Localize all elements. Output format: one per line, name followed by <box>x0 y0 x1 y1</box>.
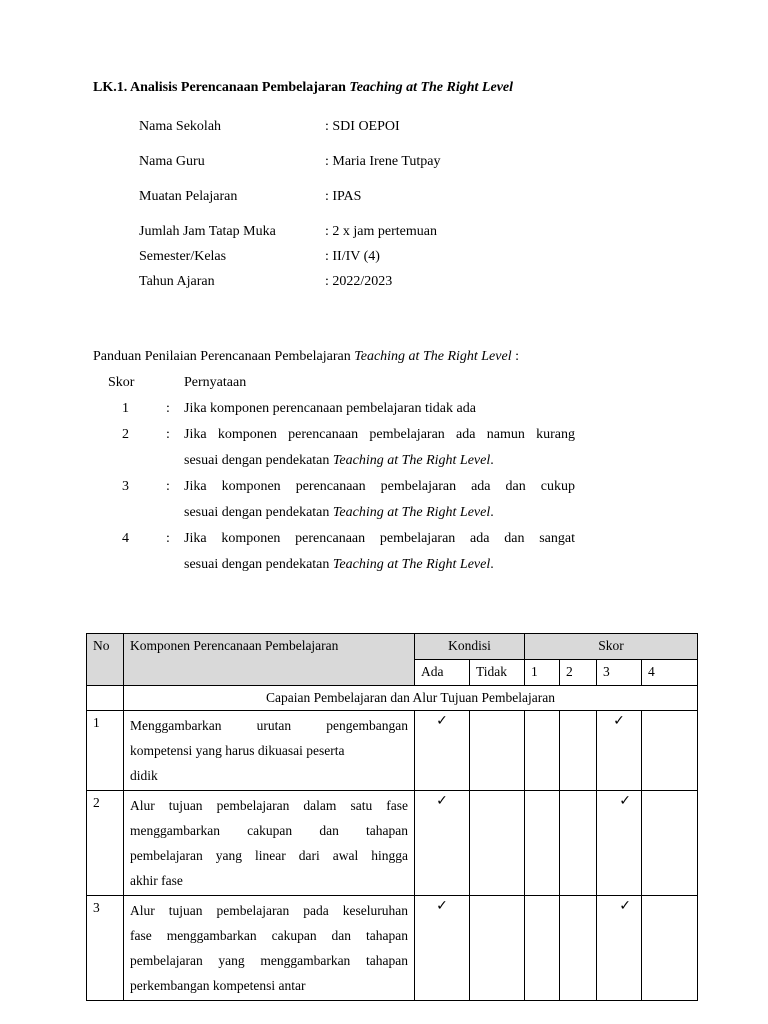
row-line: Alur tujuan pembelajaran pada keseluruhan <box>130 903 408 918</box>
info-label-hours: Jumlah Jam Tatap Muka <box>139 224 276 239</box>
guide-item-text: Jika komponen perencanaan pembelajaran ada namun kurang <box>184 427 575 442</box>
guide-item-num: 1 <box>122 401 129 416</box>
header-kondisi: Kondisi <box>415 634 525 660</box>
check-ada: ✓ <box>415 711 470 791</box>
cell-skor-2 <box>560 711 597 791</box>
guide-item-num: 2 <box>122 427 129 442</box>
info-value-subject: : IPAS <box>325 189 362 204</box>
header-skor: Skor <box>525 634 698 660</box>
row-line: akhir fase <box>130 873 183 888</box>
line2-italic: Teaching at The Right Level <box>332 453 491 468</box>
cell-skor-1 <box>525 896 560 1001</box>
row-component <box>124 896 415 1001</box>
document-title <box>93 80 513 96</box>
info-value-teacher: : Maria Irene Tutpay <box>325 154 441 169</box>
section-spacer <box>87 686 124 711</box>
row-line: menggambarkan cakupan dan tahapan <box>130 823 408 838</box>
check-ada: ✓ <box>415 791 470 896</box>
row-number: 1 <box>87 711 124 791</box>
table-row <box>87 896 698 1001</box>
cell-skor-2 <box>560 896 597 1001</box>
guide-header-pernyataan: Pernyataan <box>184 375 247 390</box>
cell-skor-1 <box>525 711 560 791</box>
header-skor-4: 4 <box>642 660 698 686</box>
row-line: Menggambarkan urutan pengembangan <box>130 718 408 733</box>
guide-heading <box>93 349 519 365</box>
guide-item-colon: : <box>166 531 170 546</box>
guide-item-text: Jika komponen perencanaan pembelajaran ada dan sangat <box>184 531 575 546</box>
row-line: pembelajaran yang linear dari awal hingga <box>130 848 408 863</box>
header-skor-2: 2 <box>560 660 597 686</box>
guide-item-text-line2 <box>184 453 494 469</box>
header-skor-1: 1 <box>525 660 560 686</box>
info-label-semester: Semester/Kelas <box>139 249 227 264</box>
guide-item-text-line2 <box>184 557 494 573</box>
info-label-school: Nama Sekolah <box>139 119 222 134</box>
guide-item-num: 4 <box>122 531 129 546</box>
header-tidak: Tidak <box>470 660 525 686</box>
line2-suffix: . <box>490 453 494 468</box>
info-label-year: Tahun Ajaran <box>139 274 215 289</box>
line2-prefix: sesuai dengan pendekatan <box>184 453 333 468</box>
guide-prefix: Panduan Penilaian Perencanaan Pembelajaran <box>93 349 355 364</box>
cell-skor-1 <box>525 791 560 896</box>
cell-skor-4 <box>642 791 698 896</box>
assessment-table <box>86 633 698 1001</box>
row-component <box>124 791 415 896</box>
section-title: Capaian Pembelajaran dan Alur Tujuan Pembelajaran <box>124 686 698 711</box>
row-line: pembelajaran yang menggambarkan tahapan <box>130 953 408 968</box>
guide-item-text-line2 <box>184 505 494 521</box>
info-value-school: : SDI OEPOI <box>325 119 400 134</box>
cell-skor-2 <box>560 791 597 896</box>
title-italic: Teaching at The Right Level <box>349 80 514 95</box>
table-row <box>87 791 698 896</box>
cell-skor-4 <box>642 896 698 1001</box>
info-value-hours: : 2 x jam pertemuan <box>325 224 437 239</box>
check-ada: ✓ <box>415 896 470 1001</box>
line2-prefix: sesuai dengan pendekatan <box>184 557 333 572</box>
guide-header-skor: Skor <box>108 375 135 390</box>
check-skor-3: ✓ <box>597 711 642 791</box>
guide-item-text: Jika komponen perencanaan pembelajaran tidak ada <box>184 401 476 416</box>
check-skor-3: ✓ <box>597 896 642 1001</box>
guide-item-num: 3 <box>122 479 129 494</box>
title-prefix: LK.1. Analisis Perencanaan Pembelajaran <box>93 80 350 95</box>
row-line: perkembangan kompetensi antar <box>130 978 306 993</box>
info-label-subject: Muatan Pelajaran <box>139 189 238 204</box>
cell-tidak <box>470 791 525 896</box>
row-line: kompetensi yang harus dikuasai peserta <box>130 743 345 758</box>
row-component <box>124 711 415 791</box>
row-line: Alur tujuan pembelajaran dalam satu fase <box>130 798 408 813</box>
header-komponen: Komponen Perencanaan Pembelajaran <box>124 634 415 686</box>
line2-italic: Teaching at The Right Level <box>332 505 491 520</box>
guide-item-colon: : <box>166 427 170 442</box>
row-number: 2 <box>87 791 124 896</box>
line2-italic: Teaching at The Right Level <box>332 557 491 572</box>
guide-item-text: Jika komponen perencanaan pembelajaran ada dan cukup <box>184 479 575 494</box>
info-label-teacher: Nama Guru <box>139 154 205 169</box>
header-no: No <box>87 634 124 686</box>
line2-suffix: . <box>490 505 494 520</box>
row-number: 3 <box>87 896 124 1001</box>
guide-item-colon: : <box>166 479 170 494</box>
header-ada: Ada <box>415 660 470 686</box>
cell-skor-4 <box>642 711 698 791</box>
row-line: didik <box>130 768 158 783</box>
cell-tidak <box>470 711 525 791</box>
line2-prefix: sesuai dengan pendekatan <box>184 505 333 520</box>
line2-suffix: . <box>490 557 494 572</box>
header-skor-3: 3 <box>597 660 642 686</box>
info-value-semester: : II/IV (4) <box>325 249 380 264</box>
info-value-year: : 2022/2023 <box>325 274 393 289</box>
cell-tidak <box>470 896 525 1001</box>
table-row <box>87 711 698 791</box>
check-skor-3: ✓ <box>597 791 642 896</box>
guide-italic: Teaching at The Right Level <box>354 349 512 364</box>
guide-item-colon: : <box>166 401 170 416</box>
row-line: fase menggambarkan cakupan dan tahapan <box>130 928 408 943</box>
guide-suffix: : <box>511 349 519 364</box>
